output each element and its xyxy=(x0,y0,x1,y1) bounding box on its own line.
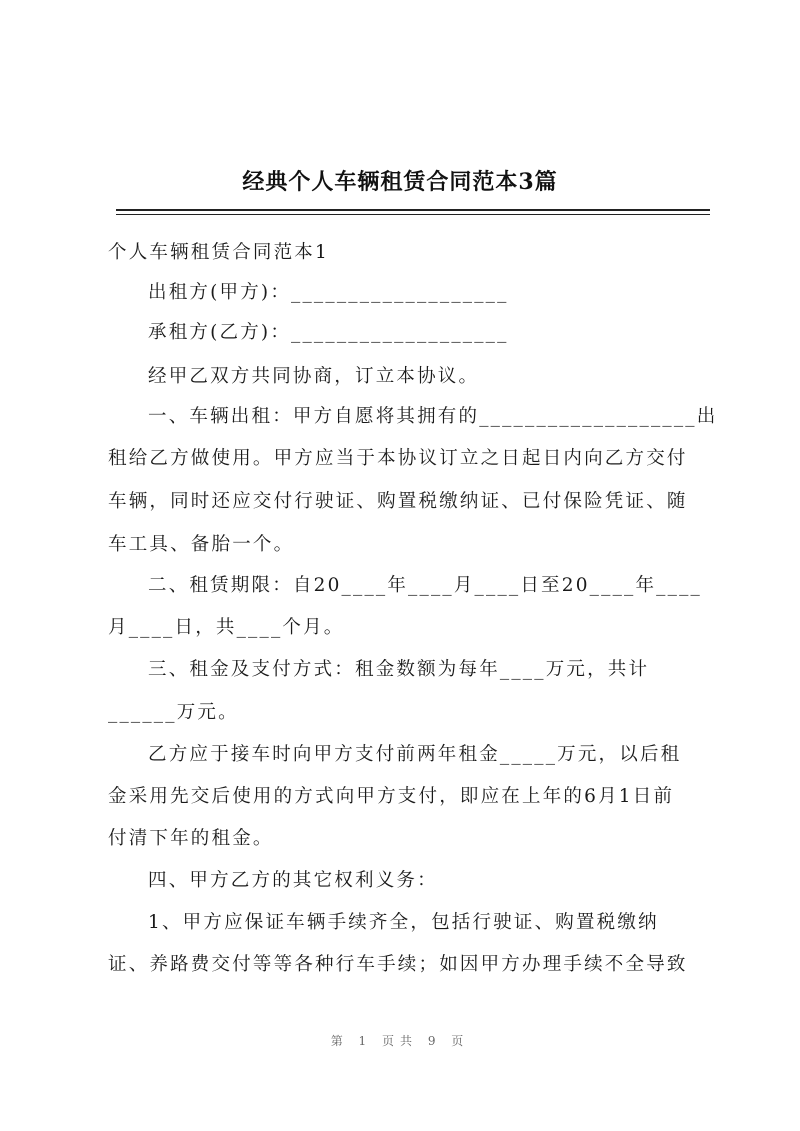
title-rule-thick xyxy=(116,209,710,211)
page-footer: 第 1 页共 9 页 xyxy=(330,1034,470,1048)
clause-1-line-3: 车辆，同时还应交付行驶证、购置税缴纳证、已付保险凭证、随 xyxy=(108,491,688,512)
lessee-line: 承租方(乙方)：___________________ xyxy=(148,322,509,343)
clause-1-line-2: 租给乙方做使用。甲方应当于本协议订立之日起日内向乙方交付 xyxy=(108,448,688,469)
clause-1-line-1: 一、车辆出租：甲方自愿将其拥有的___________________出 xyxy=(148,406,718,427)
section-heading: 个人车辆租赁合同范本1 xyxy=(108,242,329,263)
clause-4-heading: 四、甲方乙方的其它权利义务： xyxy=(148,870,438,891)
lessor-line: 出租方(甲方)：___________________ xyxy=(148,282,509,303)
agreement-intro: 经甲乙双方共同协商，订立本协议。 xyxy=(148,366,480,387)
clause-4-item-1-line-2: 证、养路费交付等等各种行车手续；如因甲方办理手续不全导致 xyxy=(108,954,688,975)
clause-3-line-1: 三、租金及支付方式：租金数额为每年____万元，共计 xyxy=(148,659,650,680)
clause-3-line-2: ______万元。 xyxy=(108,702,239,723)
document-title: 经典个人车辆租赁合同范本3篇 xyxy=(242,169,558,195)
payment-line-3: 付清下年的租金。 xyxy=(108,828,274,849)
title-rule-thin xyxy=(116,214,710,215)
clause-1-line-4: 车工具、备胎一个。 xyxy=(108,534,295,555)
clause-2-line-2: 月____日，共____个月。 xyxy=(108,617,345,638)
clause-4-item-1-line-1: 1、甲方应保证车辆手续齐全，包括行驶证、购置税缴纳 xyxy=(148,912,659,933)
payment-line-1: 乙方应于接车时向甲方支付前两年租金_____万元，以后租 xyxy=(148,744,682,765)
clause-2-line-1: 二、租赁期限：自20____年____月____日至20____年____ xyxy=(148,575,702,596)
payment-line-2: 金采用先交后使用的方式向甲方支付，即应在上年的6月1日前 xyxy=(108,786,675,807)
